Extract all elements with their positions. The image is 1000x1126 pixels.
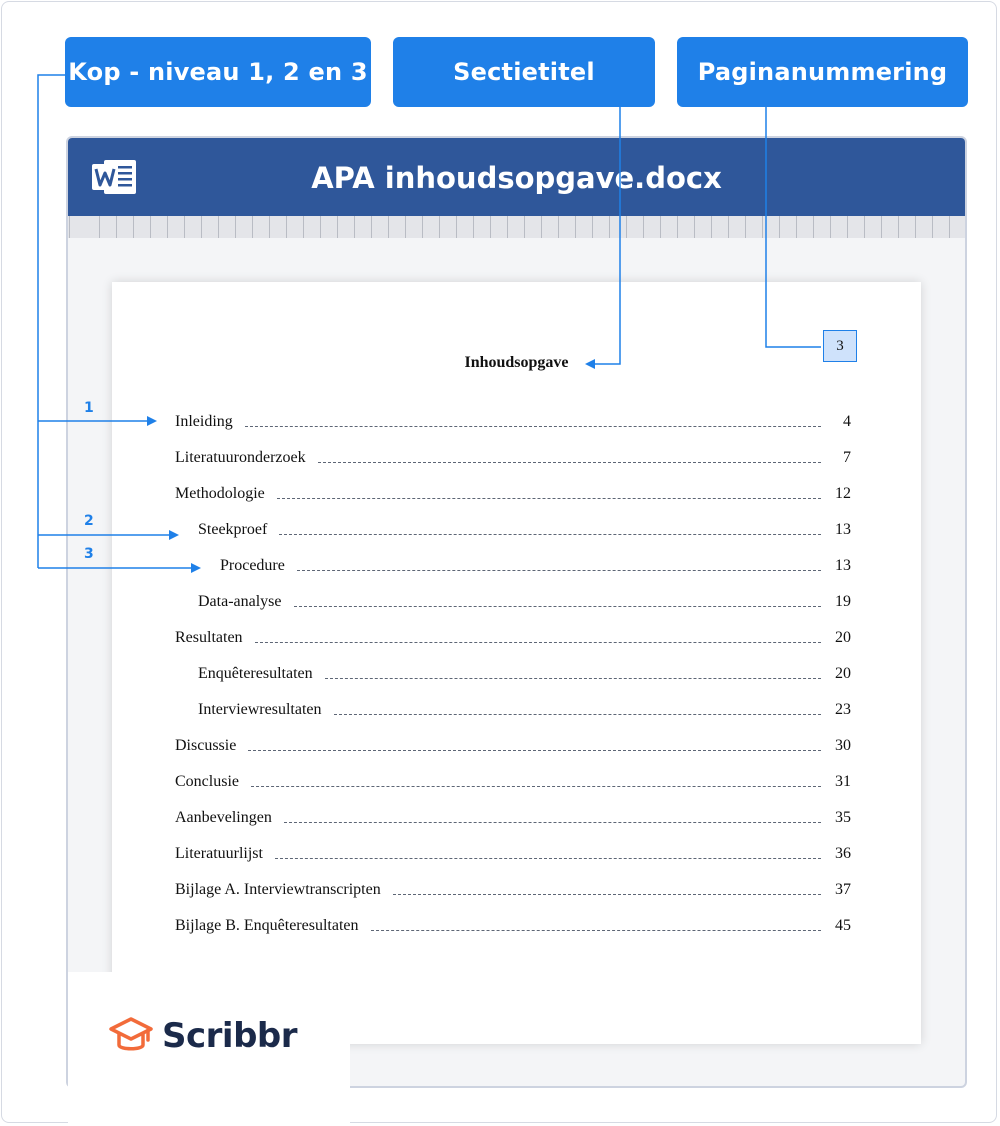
toc-entry-page: 13 <box>835 521 851 538</box>
toc-entry-page: 37 <box>835 881 851 898</box>
toc-entry-text: Procedure <box>220 557 285 574</box>
toc-entry-page: 31 <box>835 773 851 790</box>
level-2-marker: 2 <box>84 513 94 529</box>
toc-entry-text: Literatuurlijst <box>175 845 263 862</box>
heading-levels-label: Kop - niveau 1, 2 en 3 <box>65 37 371 107</box>
toc-title: Inhoudsopgave <box>464 354 569 371</box>
logo-text: Scribbr <box>162 1016 298 1056</box>
toc-entry-page: 23 <box>835 701 851 718</box>
section-title-label: Sectietitel <box>393 37 655 107</box>
level-3-marker: 3 <box>84 546 94 562</box>
page-numbering-label: Paginanummering <box>677 37 968 107</box>
toc-entry-page: 45 <box>835 917 851 934</box>
page-number: 3 <box>823 330 857 362</box>
toc-entry-page: 13 <box>835 557 851 574</box>
toc-entry-text: Bijlage B. Enquêteresultaten <box>175 917 359 934</box>
toc-entry-text: Interviewresultaten <box>198 701 322 718</box>
toc-entry-page: 20 <box>835 665 851 682</box>
toc-entry-text: Discussie <box>175 737 237 754</box>
section-title-arrow <box>590 107 620 364</box>
toc-entry-text: Literatuuronderzoek <box>175 449 306 466</box>
level-connector-bracket <box>38 75 65 568</box>
toc-entry-page: 30 <box>835 737 851 754</box>
toc-entry-text: Conclusie <box>175 773 239 790</box>
document-title: APA inhoudsopgave.docx <box>311 161 722 195</box>
toc-entry-page: 7 <box>843 449 851 466</box>
toc-entry-page: 4 <box>843 413 851 430</box>
toc-entry-text: Aanbevelingen <box>175 809 272 826</box>
toc-entry-text: Enquêteresultaten <box>198 665 313 682</box>
toc-entry-page: 35 <box>835 809 851 826</box>
toc-entry-page: 12 <box>835 485 851 502</box>
toc-entry-text: Data-analyse <box>198 593 282 610</box>
toc-entry-text: Steekproef <box>198 521 268 538</box>
toc-entry-page: 20 <box>835 629 851 646</box>
toc-entry-text: Bijlage A. Interviewtranscripten <box>175 881 381 898</box>
toc-entry-page: 36 <box>835 845 851 862</box>
toc-entry-page: 19 <box>835 593 851 610</box>
toc-entry-text: Methodologie <box>175 485 265 502</box>
level-1-marker: 1 <box>84 400 94 416</box>
toc-entry-text: Resultaten <box>175 629 243 646</box>
page-number-connector <box>766 107 821 347</box>
toc-entry-text: Inleiding <box>175 413 233 430</box>
